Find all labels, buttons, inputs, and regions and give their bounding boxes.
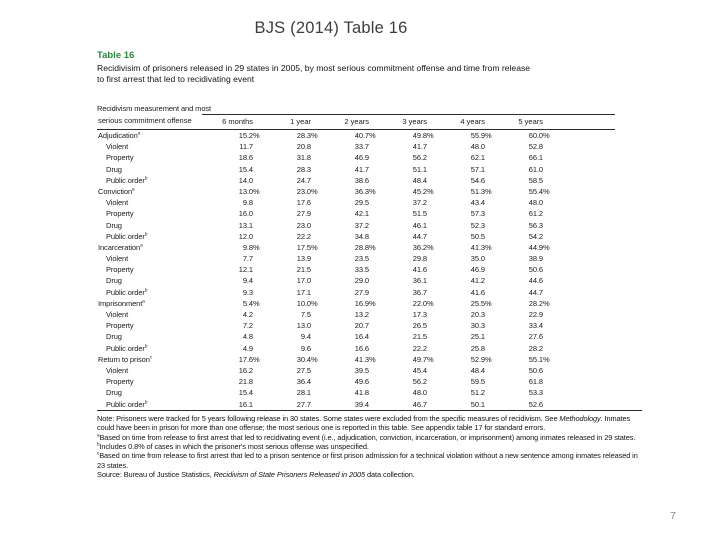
value-cell: 11.7 [239,142,253,152]
stub-header-line2: serious commitment offense [98,116,192,125]
value-cell: 48.0 [470,142,485,152]
value-cell: 9.4 [300,332,311,342]
table-note: Note: Prisoners were tracked for 5 years following release in 30 states. Some states were excluded from the specific measures of recidivism. See Methodology. Inmates could have been in prison for more than one offense; the most serious one is reported in this table. See appendix table 17 for standard errors. [97,413,631,433]
value-cell: 21.5 [412,332,427,342]
value-cell: 27.5 [296,365,311,375]
table-row [97,331,615,342]
row-spacer [550,164,615,175]
row-label: Drug [106,276,122,286]
value-cell: 43.4 [470,198,485,208]
table-row [97,197,615,208]
value-cell: 48.0 [528,198,543,208]
value-cell: 51.5 [412,209,427,219]
value-cell: 4.8 [242,332,253,342]
value-cell: 44.7 [412,231,427,241]
table-note: $^a$Based on time from release to first arrest that led to recidivating event (i.e., adjudication, conviction, incarceration, or imprisonment) among inmates released in 29 states. [97,432,636,442]
table-row [97,152,615,163]
row-label: Imprisonment$^a$ [98,298,145,308]
table-row [97,208,615,219]
col-header-5-years [492,114,550,129]
value-cell: 17.1 [296,287,311,297]
value-cell: 17.3 [412,310,427,319]
row-label: Incarceration$^a$ [98,242,143,252]
value-cell: 28.2 [528,343,543,353]
table-row [97,264,615,275]
value-cell: 36.4 [296,377,311,387]
table-row [97,275,615,286]
table-row [97,164,615,175]
table-subtitle-line2: to first arrest that led to recidivating event [97,73,255,84]
value-cell: 22.2 [296,231,311,241]
value-cell: 13.2 [354,310,369,319]
row-label: Violent [106,254,129,264]
value-cell: 61.0 [528,164,543,174]
col-header-label: 1 year [290,117,311,126]
row-label: Public order$^b$ [106,287,148,297]
row-label: Property [106,209,134,219]
col-header-gutter [253,115,260,129]
value-cell: 24.7 [296,175,311,185]
value-cell: 36.3 % [354,186,376,196]
value-cell: 46.9 [470,265,485,275]
table-subtitle [97,63,642,84]
value-cell: 9.3 [242,287,253,297]
value-cell: 59.5 [470,377,485,387]
value-cell: 55.9 % [470,131,492,140]
table-row [97,220,615,231]
row-label: Violent [106,365,129,375]
value-cell: 41.6 [412,265,427,275]
row-label: Conviction$^a$ [98,186,135,196]
value-cell: 61.2 [528,209,543,219]
row-spacer [550,141,615,152]
table-body [97,130,642,411]
value-cell: 52.6 [528,399,543,409]
value-cell: 41.7 [354,164,369,174]
row-spacer [550,152,615,163]
value-cell: 17.5 % [296,242,318,252]
value-cell: 28.1 [296,388,311,398]
value-cell: 23.0 [296,220,311,230]
col-header-label: 4 years [460,117,485,126]
value-cell: 23.5 [354,254,369,264]
row-spacer [550,220,615,231]
value-cell: 66.1 [528,153,543,163]
row-spacer [550,354,615,365]
table-row [97,242,615,253]
row-spacer [550,343,615,354]
value-cell: 56.2 [412,377,427,387]
value-cell: 37.2 [412,198,427,208]
value-cell: 46.9 [354,153,369,163]
value-cell: 51.3 % [470,186,492,196]
table-row [97,343,615,354]
value-cell: 28.3 % [296,131,318,140]
value-cell: 13.9 [296,254,311,264]
value-cell: 56.2 [412,153,427,163]
value-cell: 20.3 [470,310,485,319]
row-label: Property [106,153,134,163]
table-note: $^c$Based on time from release to first arrest that led to a prison sentence or first prison admission for a technical violation without a new sentence among inmates released in 23 states. [97,450,638,470]
value-cell: 30.3 [470,321,485,331]
row-label: Drug [106,332,122,342]
table-note: $^b$Includes 0.8% of cases in which the prisoner's most serious offense was unspecified. [97,441,369,451]
table-row [97,141,615,152]
table-note: Source: Bureau of Justice Statistics, Recidivism of State Prisoners Released in 2005 data collection. [97,470,415,480]
table-row [97,186,615,197]
col-header-gutter [485,115,492,129]
value-cell: 21.5 [296,265,311,275]
value-cell: 36.2 % [412,242,434,252]
value-cell: 53.3 [528,388,543,398]
value-cell: 20.7 [354,321,369,331]
value-cell: 30.4 % [296,354,318,364]
value-cell: 31.8 [296,153,311,163]
row-spacer [550,387,615,398]
value-cell: 16.6 [354,343,369,353]
col-header-6-months [202,114,260,129]
value-cell: 42.1 [354,209,369,219]
value-cell: 17.6 [296,198,311,208]
slide-title: BJS (2014) Table 16 [254,19,408,37]
col-header-3-years [376,114,434,129]
value-cell: 34.8 [354,231,369,241]
row-label: Return to prison$^c$ [98,354,152,364]
row-label: Violent [106,142,129,152]
row-label: Violent [106,198,129,208]
value-cell: 48.4 [412,175,427,185]
row-label: Public order$^b$ [106,231,148,241]
value-cell: 61.8 [528,377,543,387]
value-cell: 5.4 % [242,298,260,308]
value-cell: 16.0 [238,209,253,219]
value-cell: 7.7 [242,254,253,264]
value-cell: 12.0 [238,231,253,241]
row-spacer [550,365,615,376]
value-cell: 55.4 % [528,186,550,196]
value-cell: 41.3 % [354,354,376,364]
value-cell: 7.2 [242,321,253,331]
value-cell: 12.1 [238,265,253,275]
value-cell: 50.1 [470,399,485,409]
value-cell: 15.2 % [238,131,260,140]
col-header-gutter [311,115,318,129]
value-cell: 33.4 [528,321,543,331]
value-cell: 56.3 [528,220,543,230]
value-cell: 18.6 [238,153,253,163]
value-cell: 57.3 [470,209,485,219]
value-cell: 50.6 [528,265,543,275]
value-cell: 13.1 [238,220,253,230]
table-area [97,50,642,480]
value-cell: 15.4 [238,388,253,398]
value-cell: 40.7 % [354,131,376,140]
value-cell: 9.6 [300,343,311,353]
stub-header-line1: Recidivism measurement and most [97,104,212,113]
row-spacer [550,175,615,186]
row-spacer [550,130,615,141]
value-cell: 36.1 [412,276,427,286]
table-row [97,309,615,320]
col-header-1-year [260,114,318,129]
value-cell: 16.1 [238,399,253,409]
value-cell: 27.9 [354,287,369,297]
value-cell: 23.0 % [296,186,318,196]
value-cell: 60.0 % [528,131,550,140]
value-cell: 39.5 [354,365,369,375]
col-header-2-years [318,114,376,129]
value-cell: 49.8 % [412,131,434,140]
table-row [97,354,615,365]
row-spacer [550,376,615,387]
table-heading: Table 16 [97,50,135,61]
table-row [97,387,615,398]
value-cell: 44.7 [528,287,543,297]
value-cell: 45.4 [412,365,427,375]
value-cell: 52.8 [528,142,543,152]
value-cell: 17.0 [296,276,311,286]
value-cell: 48.0 [412,388,427,398]
value-cell: 4.2 [242,310,253,319]
value-cell: 25.5 % [470,298,492,308]
value-cell: 51.2 [470,388,485,398]
row-spacer [550,331,615,342]
row-spacer [550,231,615,242]
row-label: Drug [106,164,122,174]
value-cell: 48.4 [470,365,485,375]
value-cell: 55.1 % [528,354,550,364]
row-spacer [550,197,615,208]
value-cell: 29.0 [354,276,369,286]
row-spacer [550,186,615,197]
row-spacer [550,298,615,309]
value-cell: 9.8 % [242,242,260,252]
value-cell: 57.1 [470,164,485,174]
value-cell: 62.1 [470,153,485,163]
table-row [97,231,615,242]
value-cell: 7.5 [300,310,311,319]
row-spacer [550,287,615,298]
value-cell: 29.8 [412,254,427,264]
row-spacer [550,399,615,410]
col-header-label: 6 months [222,117,253,126]
row-label: Public order$^b$ [106,343,148,353]
value-cell: 27.9 [296,209,311,219]
value-cell: 26.5 [412,321,427,331]
value-cell: 58.5 [528,175,543,185]
value-cell: 41.7 [412,142,427,152]
row-label: Public order$^b$ [106,399,148,409]
value-cell: 50.5 [470,231,485,241]
table-row [97,376,615,387]
row-spacer [550,242,615,253]
value-cell: 41.6 [470,287,485,297]
table-row [97,399,615,410]
table-header-row [97,114,615,130]
value-cell: 20.8 [296,142,311,152]
table-row [97,287,615,298]
row-label: Adjudication$^a$ [98,130,141,140]
table-notes [97,414,640,480]
row-spacer [550,309,615,320]
table-row [97,253,615,264]
value-cell: 46.1 [412,220,427,230]
row-label: Public order$^b$ [106,175,148,185]
value-cell: 38.6 [354,175,369,185]
value-cell: 51.1 [412,164,427,174]
value-cell: 50.6 [528,365,543,375]
value-cell: 22.9 [528,310,543,319]
value-cell: 25.8 [470,343,485,353]
value-cell: 21.8 [238,377,253,387]
value-cell: 10.0 % [296,298,318,308]
value-cell: 33.7 [354,142,369,152]
table-subtitle-line1: Recidivisim of prisoners released in 29 states in 2005, by most serious commitment offense and time from release [97,63,531,73]
value-cell: 41.2 [470,276,485,286]
value-cell: 49.6 [354,377,369,387]
table-row [97,130,615,141]
row-spacer [550,320,615,331]
value-cell: 35.0 [470,254,485,264]
value-cell: 9.4 [242,276,253,286]
table-row [97,365,615,376]
row-spacer [550,208,615,219]
value-cell: 38.9 [528,254,543,264]
value-cell: 25.1 [470,332,485,342]
row-label: Drug [106,388,122,398]
row-spacer [550,275,615,286]
value-cell: 54.6 [470,175,485,185]
row-label: Property [106,321,134,331]
value-cell: 46.7 [412,399,427,409]
row-spacer [550,264,615,275]
page-number: 7 [670,510,676,522]
value-cell: 41.8 [354,388,369,398]
value-cell: 41.3 % [470,242,492,252]
row-label: Drug [106,220,122,230]
col-header-label: 5 years [518,117,543,126]
row-label: Property [106,265,134,275]
value-cell: 28.3 [296,164,311,174]
value-cell: 52.9 % [470,354,492,364]
value-cell: 22.2 [412,343,427,353]
value-cell: 54.2 [528,231,543,241]
col-header-label: 3 years [402,117,427,126]
row-label: Violent [106,310,129,319]
row-label: Property [106,377,134,387]
value-cell: 44.6 [528,276,543,286]
value-cell: 16.4 [354,332,369,342]
table-row [97,175,615,186]
value-cell: 52.3 [470,220,485,230]
col-header-label: 2 years [344,117,369,126]
value-cell: 4.9 [242,343,253,353]
value-cell: 28.8 % [354,242,376,252]
value-cell: 17.6 % [238,354,260,364]
col-header-gutter [427,115,434,129]
value-cell: 13.0 [296,321,311,331]
value-cell: 29.5 [354,198,369,208]
value-cell: 16.9 % [354,298,376,308]
value-cell: 22.0 % [412,298,434,308]
value-cell: 27.6 [528,332,543,342]
value-cell: 37.2 [354,220,369,230]
value-cell: 36.7 [412,287,427,297]
table-row [97,298,615,309]
col-header-gutter [543,115,550,129]
col-header-4-years [434,114,492,129]
value-cell: 27.7 [296,399,311,409]
value-cell: 45.2 % [412,186,434,196]
value-cell: 15.4 [238,164,253,174]
value-cell: 49.7 % [412,354,434,364]
value-cell: 9.8 [242,198,253,208]
value-cell: 28.2 % [528,298,550,308]
value-cell: 16.2 [238,365,253,375]
col-header-gutter [369,115,376,129]
row-spacer [550,253,615,264]
value-cell: 44.9 % [528,242,550,252]
value-cell: 39.4 [354,399,369,409]
value-cell: 14.0 [238,175,253,185]
value-cell: 33.5 [354,265,369,275]
table-row [97,320,615,331]
header-spacer [550,114,615,129]
value-cell: 13.0 % [238,186,260,196]
